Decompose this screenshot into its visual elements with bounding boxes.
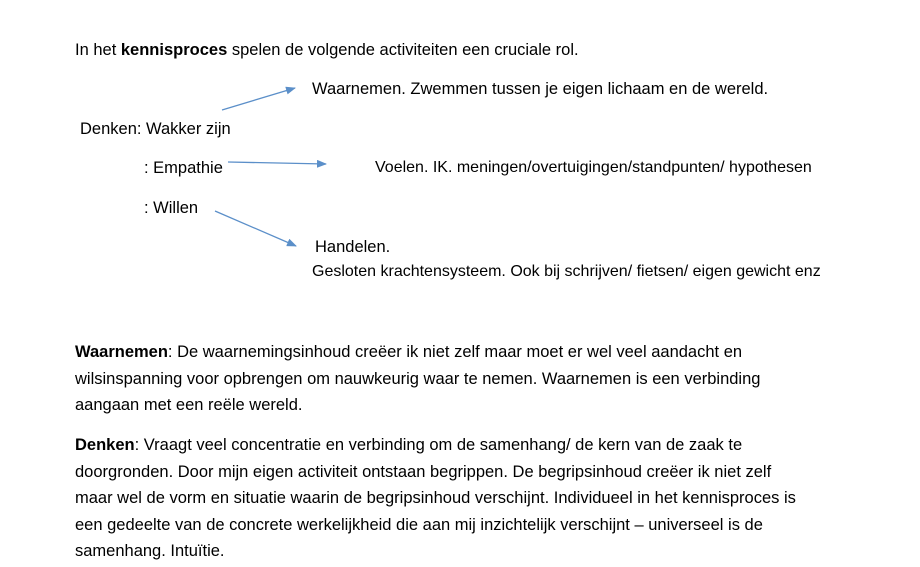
label-willen: : Willen [144,199,199,217]
label-waarnemen: Waarnemen. Zwemmen tussen je eigen lichaam en de wereld. [312,80,769,98]
intro-bold-term: kennisproces [120,41,228,59]
intro-prefix: In het [75,41,121,59]
paragraph-denken-line-4: een gedeelte van de concrete werkelijkheid die aan mij inzichtelijk verschijnt – universeel is de [75,515,763,534]
paragraph-waarnemen-line-2: wilsinspanning voor opbrengen om nauwkeurig waar te nemen. Waarnemen is een verbinding [75,369,761,388]
term-waarnemen: Waarnemen [75,343,168,361]
paragraph-waarnemen [75,339,855,419]
paragraph-denken-line-5: samenhang. Intuïtie. [75,542,225,560]
paragraph-denken-line-1: Denken: Vraagt veel concentratie en verbinding om de samenhang/ de kern van de zaak te [75,436,743,454]
label-voelen: Voelen. IK. meningen/overtuigingen/standpunten/ hypothesen [375,159,812,176]
arrow-to-waarnemen [222,88,295,110]
arrow-to-handelen [215,211,296,246]
label-gesloten-krachtensysteem: Gesloten krachtensysteem. Ook bij schrijven/ fietsen/ eigen gewicht enz [312,263,821,280]
paragraph-waarnemen-line-3: aangaan met een reële wereld. [75,396,303,414]
label-handelen: Handelen. [315,238,391,256]
paragraph-denken-line-3: maar wel de vorm en situatie waarin de begripsinhoud verschijnt. Individueel in het kennisproces is [75,489,796,507]
intro-suffix: spelen de volgende activiteiten een cruciale rol. [227,41,579,59]
label-denken-wakker: Denken: Wakker zijn [80,120,231,138]
paragraph-denken [75,432,855,565]
label-empathie: : Empathie [144,159,223,177]
paragraph-waarnemen-line-1: Waarnemen: De waarnemingsinhoud creëer ik niet zelf maar moet er wel veel aandacht en [75,343,743,361]
arrow-to-voelen [228,162,326,164]
paragraph-denken-line-2: doorgronden. Door mijn eigen activiteit ontstaan begrippen. De begripsinhoud creëer ik niet zelf [75,462,772,481]
term-denken: Denken [75,436,135,454]
